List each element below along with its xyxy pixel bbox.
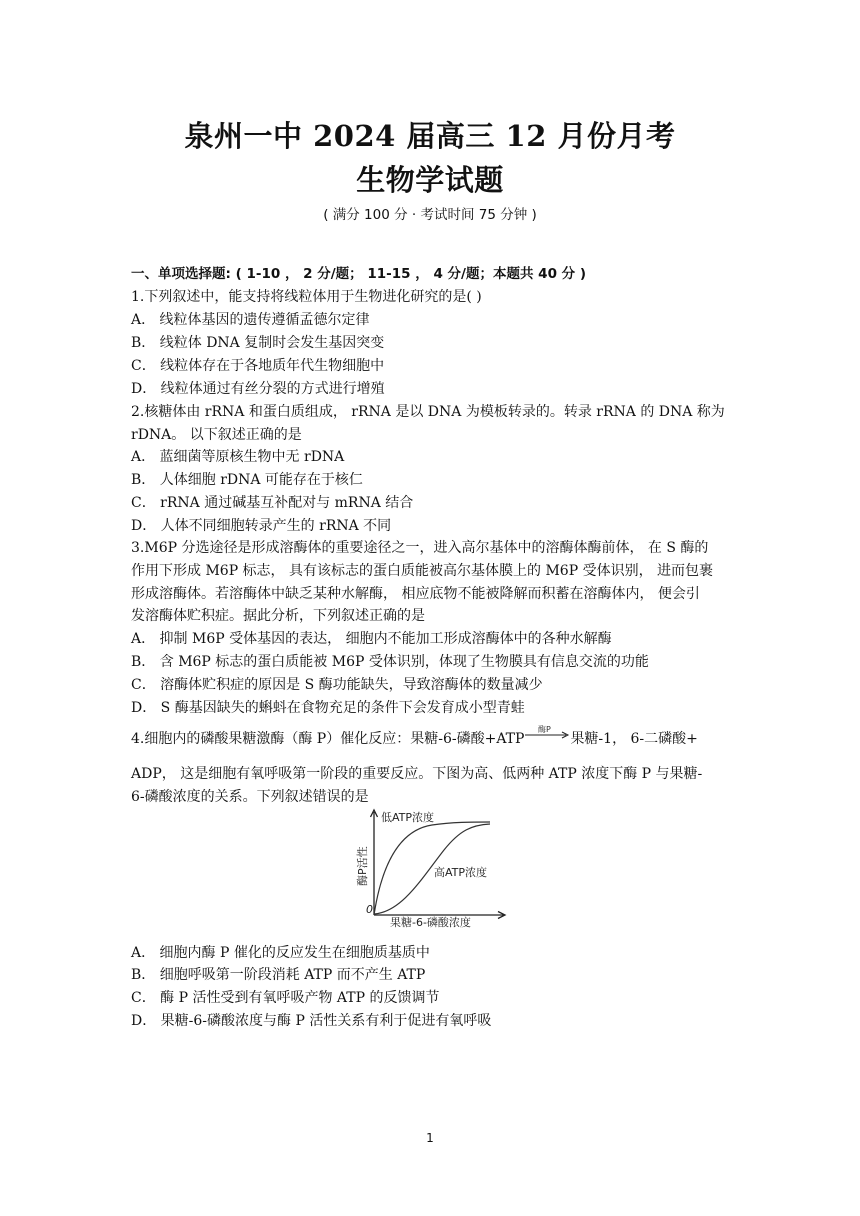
reaction-arrow-icon bbox=[524, 725, 570, 743]
question-1-option-d: D． 线粒体通过有丝分裂的方式进行增殖 bbox=[131, 381, 385, 397]
question-4-option-d: D． 果糖-6-磷酸浓度与酶 P 活性关系有利于促进有氧呼吸 bbox=[131, 1013, 492, 1029]
question-4-option-b: B． 细胞呼吸第一阶段消耗 ATP 而不产生 ATP bbox=[131, 967, 426, 983]
y-axis-label: 酶P活性 bbox=[356, 846, 369, 886]
question-1-option-a: A． 线粒体基因的遗传遵循孟德尔定律 bbox=[131, 312, 370, 328]
exam-info: ( 满分 100 分 · 考试时间 75 分钟 ) bbox=[323, 207, 537, 223]
question-3-option-c: C． 溶酶体贮积症的原因是 S 酶功能缺失，导致溶酶体的数量减少 bbox=[131, 677, 543, 693]
question-4-stem-line1 bbox=[131, 725, 698, 748]
question-2-stem-line2: rDNA。 以下叙述正确的是 bbox=[131, 427, 302, 443]
x-axis-label: 果糖-6-磷酸浓度 bbox=[390, 916, 471, 929]
question-3-stem-line1: 3.M6P 分选途径是形成溶酶体的重要途径之一，进入高尔基体中的溶酶体酶前体， 在 S 酶的 bbox=[131, 540, 709, 556]
question-4-stem-line3: 6-磷酸浓度的关系。下列叙述错误的是 bbox=[131, 789, 369, 805]
enzyme-activity-graph bbox=[352, 808, 512, 930]
origin-label: 0 bbox=[366, 903, 373, 916]
exam-title: 泉州一中 2024 届高三 12 月份月考 bbox=[184, 119, 676, 153]
question-2-option-c: C． rRNA 通过碱基互补配对与 mRNA 结合 bbox=[131, 495, 414, 511]
question-1-option-b: B． 线粒体 DNA 复制时会发生基因突变 bbox=[131, 335, 385, 351]
question-3-option-d: D． S 酶基因缺失的蝌蚪在食物充足的条件下会发育成小型青蛙 bbox=[131, 700, 525, 716]
question-4-option-a: A． 细胞内酶 P 催化的反应发生在细胞质基质中 bbox=[131, 945, 430, 961]
curve-low-atp-label: 低ATP浓度 bbox=[381, 811, 435, 824]
question-3-stem-line3: 形成溶酶体。若溶酶体中缺乏某种水解酶， 相应底物不能被降解而积蓄在溶酶体内， 便会引 bbox=[131, 586, 700, 602]
arrow-enzyme-label: 酶P bbox=[538, 725, 552, 734]
question-1-stem: 1.下列叙述中，能支持将线粒体用于生物进化研究的是( ) bbox=[131, 289, 482, 305]
question-1-option-c: C． 线粒体存在于各地质年代生物细胞中 bbox=[131, 358, 385, 374]
question-4-option-c: C． 酶 P 活性受到有氧呼吸产物 ATP 的反馈调节 bbox=[131, 990, 440, 1006]
question-4-reactants: 4.细胞内的磷酸果糖激酶（酶 P）催化反应：果糖-6-磷酸+ATP bbox=[131, 731, 525, 747]
page-number: 1 bbox=[426, 1131, 434, 1145]
curve-high-atp-label: 高ATP浓度 bbox=[434, 866, 488, 879]
section-heading: 一、单项选择题: ( 1-10 ， 2 分/题； 11-15 ， 4 分/题；本题共 40 分 ) bbox=[131, 266, 587, 282]
question-4-products: 果糖-1， 6-二磷酸+ bbox=[570, 731, 698, 747]
question-3-stem-line2: 作用下形成 M6P 标志， 具有该标志的蛋白质能被高尔基体膜上的 M6P 受体识别， 进而包裹 bbox=[131, 563, 714, 579]
question-3-option-b: B． 含 M6P 标志的蛋白质能被 M6P 受体识别，体现了生物膜具有信息交流的功能 bbox=[131, 654, 649, 670]
enzyme-activity-figure bbox=[352, 808, 512, 934]
question-2-option-a: A． 蓝细菌等原核生物中无 rDNA bbox=[131, 449, 345, 465]
question-3-stem-line4: 发溶酶体贮积症。据此分析，下列叙述正确的是 bbox=[131, 608, 425, 624]
question-4-stem-line2: ADP， 这是细胞有氧呼吸第一阶段的重要反应。下图为高、低两种 ATP 浓度下酶 P 与果糖- bbox=[131, 766, 703, 782]
question-3-option-a: A． 抑制 M6P 受体基因的表达， 细胞内不能加工形成溶酶体中的各种水解酶 bbox=[131, 631, 612, 647]
question-2-option-b: B． 人体细胞 rDNA 可能存在于核仁 bbox=[131, 472, 363, 488]
exam-subject-title: 生物学试题 bbox=[356, 163, 504, 197]
question-2-stem-line1: 2.核糖体由 rRNA 和蛋白质组成， rRNA 是以 DNA 为模板转录的。转录 rRNA 的 DNA 称为 bbox=[131, 404, 725, 420]
question-2-option-d: D． 人体不同细胞转录产生的 rRNA 不同 bbox=[131, 518, 392, 534]
